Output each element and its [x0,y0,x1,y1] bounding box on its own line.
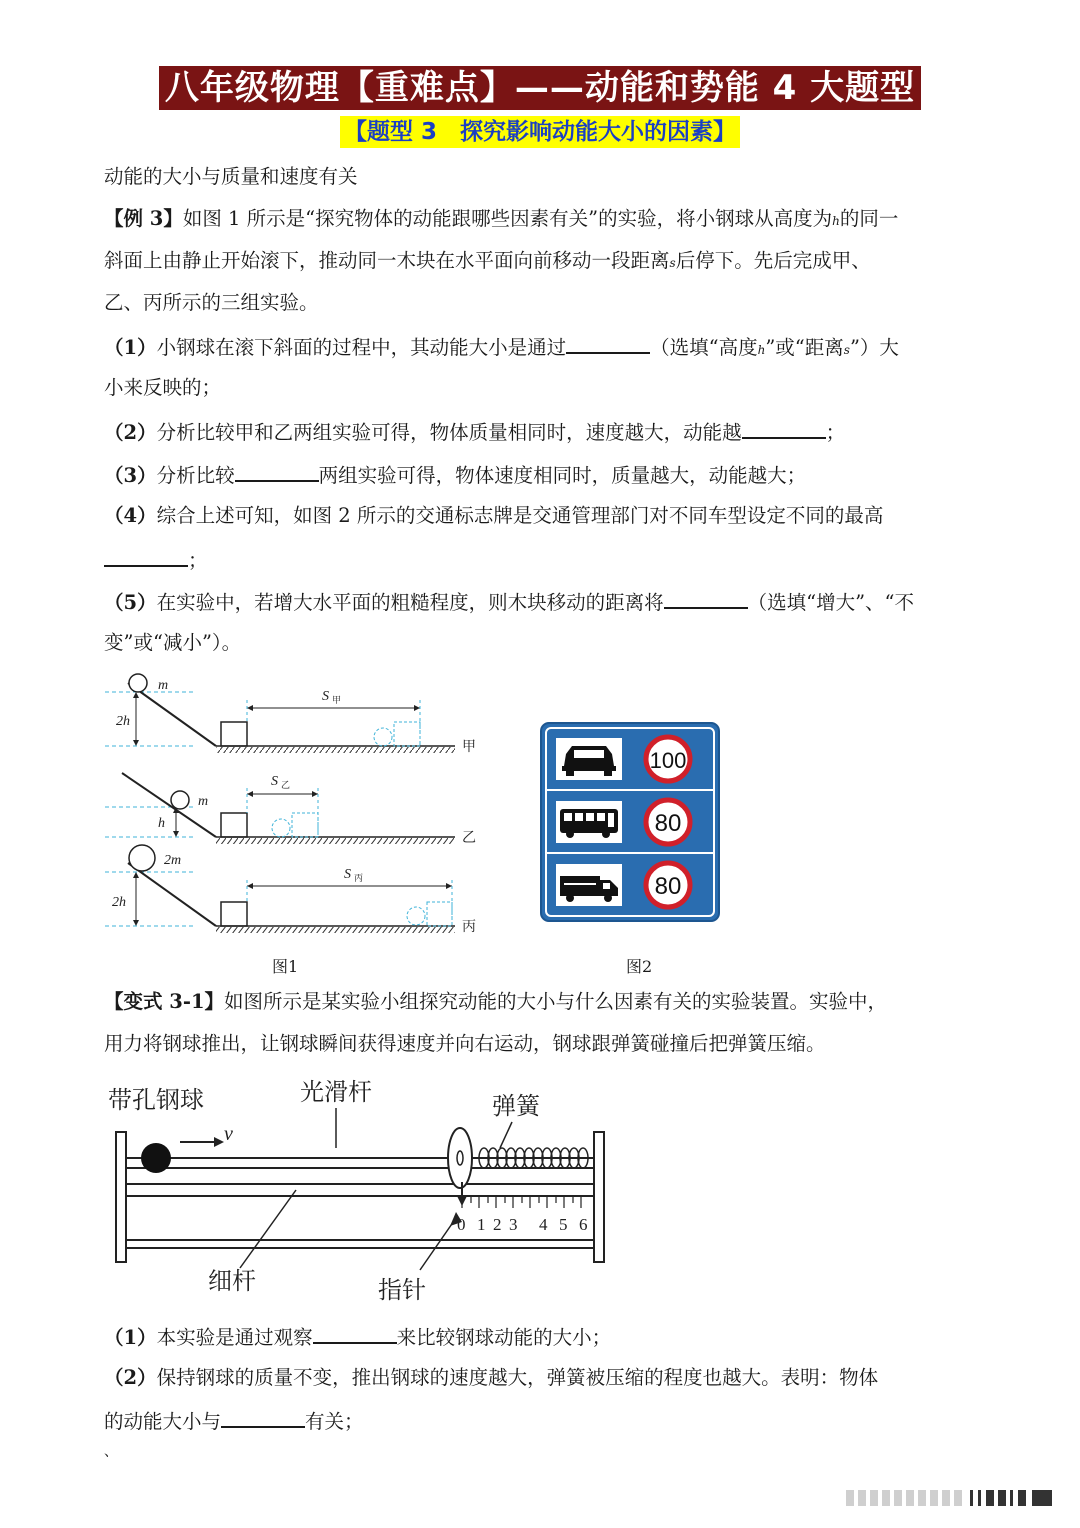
variant-question-1 [104,1322,984,1352]
scale-label: 6 [579,1215,588,1234]
speed-limit-sign [646,863,690,907]
question-4-line-2 [104,545,984,575]
wood-block [221,722,247,746]
answer-blank[interactable] [664,587,748,609]
question-5-line-2: 变”或“减小”）。 [104,631,242,654]
speed-limit-value: 80 [654,873,682,900]
pointer-label: 指针 [378,1276,426,1304]
example-text: 如图 1 所示是“探究物体的动能跟哪些因素有关”的实验，将小钢球从高度为 [182,207,833,230]
distance-subscript: 乙 [281,780,291,790]
scale-label: 3 [509,1215,518,1234]
variant-line-1 [104,988,984,1016]
figure-2-traffic-sign [540,722,720,922]
speed-limit-sign [646,737,690,781]
scale-ticks [462,1196,581,1208]
question-number: （2） [104,1366,157,1389]
question-number: （1） [104,1326,157,1349]
wood-block [221,902,247,926]
velocity-label: v [224,1123,233,1145]
distance-label: S [271,774,278,789]
question-text: 来比较钢球动能的大小； [396,1326,612,1349]
variant-question-2-line-2 [104,1406,984,1436]
var-h: h [832,214,840,228]
row-label: 乙 [462,831,476,846]
ramp-row-yi [105,773,476,846]
section-subtitle: 【题型 3 探究影响动能大小的因素】 [340,116,740,148]
scale-label: 1 [477,1215,486,1234]
mass-label: m [158,678,169,693]
question-1-line-2: 小来反映的； [104,376,222,399]
question-text: ”或“距离 [765,336,844,359]
intro-text: 动能的大小与质量和速度有关 [104,165,358,188]
question-text: ”）大 [849,336,899,359]
answer-blank[interactable] [235,460,319,482]
distance-label: S [322,689,329,704]
question-text: （选填“高度 [650,336,758,359]
example-text: 后停下。先后完成甲、 [675,249,871,272]
question-4 [104,502,984,530]
spring-disk [448,1128,472,1188]
truck-icon [556,864,622,906]
wood-block [221,813,247,837]
question-1 [104,332,984,364]
question-text: 保持钢球的质量不变，推出钢球的速度越大，弹簧被压缩的程度也越大。表明：物体 [156,1366,879,1389]
mass-label: 2m [164,853,182,868]
footer-decoration [846,1486,1056,1510]
question-text: 本实验是通过观察 [156,1326,313,1349]
question-text: 两组实验可得，物体速度相同时，质量越大，动能越大； [318,464,807,487]
height-label: h [158,816,165,831]
question-number: （2） [104,421,157,444]
distance-subscript: 丙 [354,873,364,883]
question-text: 在实验中，若增大水平面的粗糙程度，则木块移动的距离将 [156,591,664,614]
example-line-3: 乙、丙所示的三组实验。 [104,291,319,314]
page-title: 八年级物理【重难点】——动能和势能 4 大题型 [159,66,921,110]
question-text: 有关； [305,1410,364,1433]
distance-subscript: 甲 [332,695,342,705]
variant-line-2: 用力将钢球推出，让钢球瞬间获得速度并向右运动，钢球跟弹簧碰撞后把弹簧压缩。 [104,1032,826,1055]
question-text: ； [825,421,846,444]
bus-icon [556,801,622,843]
example-line-2 [104,247,984,277]
var-s: s [843,343,850,357]
height-label: 2h [112,895,126,910]
speed-limit-value: 80 [654,810,682,837]
answer-blank[interactable] [104,545,188,567]
question-text: 分析比较甲和乙两组实验可得，物体质量相同时，速度越大，动能越 [156,421,742,444]
thin-rod-label: 细杆 [208,1267,256,1295]
scale-label: 4 [539,1215,548,1234]
mass-label: m [198,794,209,809]
steel-ball [171,791,189,809]
variant-tag: 【变式 3-1】 [104,990,225,1013]
figure-2-caption: 图2 [626,957,653,976]
question-text: 的动能大小与 [104,1410,222,1433]
question-number: （4） [104,504,157,527]
ball-label: 带孔钢球 [108,1086,204,1114]
variant-text: 如图所示是某实验小组探究动能的大小与什么因素有关的实验装置。实验中， [224,990,888,1013]
figure-1-ramps [100,670,490,950]
speed-limit-sign [646,800,690,844]
question-5 [104,587,984,617]
example-tag: 【例 3】 [104,207,183,230]
example-text: 斜面上由静止开始滚下，推动同一木块在水平面向前移动一段距离 [104,249,670,272]
spring-label: 弹簧 [492,1092,540,1120]
question-2 [104,417,984,447]
row-label: 甲 [462,740,476,755]
rod-label: 光滑杆 [300,1078,372,1106]
height-label: 2h [116,714,130,729]
spring-apparatus-diagram [100,1072,620,1312]
answer-blank[interactable] [742,417,826,439]
var-h: h [757,343,766,357]
question-text: （选填“增大”、“不 [747,591,915,614]
steel-ball [141,1143,171,1173]
scale-label: 2 [493,1215,502,1234]
answer-blank[interactable] [221,1406,305,1428]
steel-ball [129,674,147,692]
answer-blank[interactable] [313,1322,397,1344]
distance-label: S [344,867,351,882]
stray-mark: 、 [104,1444,118,1460]
ramp-row-jia [105,674,476,755]
figure-1-caption: 图1 [272,957,299,976]
question-number: （3） [104,464,157,487]
question-number: （5） [104,591,157,614]
scale-label: 5 [559,1215,568,1234]
answer-blank[interactable] [566,332,650,354]
question-text: ； [188,549,208,572]
scale-numbers [457,1215,588,1234]
question-text: 综合上述可知，如图 2 所示的交通标志牌是交通管理部门对不同车型设定不同的最高 [156,504,884,527]
row-label: 丙 [462,920,476,935]
car-icon [556,738,622,780]
ramp-row-bing [105,845,476,935]
steel-ball-large [129,845,155,871]
question-text: 分析比较 [156,464,235,487]
scale-label: 0 [457,1215,466,1234]
variant-question-2 [104,1364,984,1392]
question-number: （1） [104,336,157,359]
question-3 [104,460,984,490]
var-s: s [669,256,676,270]
example-line-1 [104,205,984,235]
question-text: 小钢球在滚下斜面的过程中，其动能大小是通过 [156,336,567,359]
example-text: 的同一 [839,207,899,230]
speed-limit-value: 100 [649,748,687,773]
